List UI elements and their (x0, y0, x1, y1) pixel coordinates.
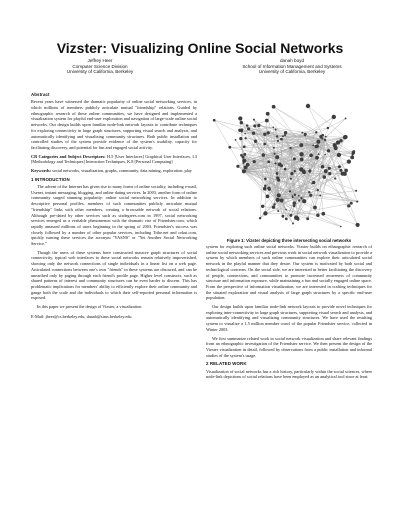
network-node (244, 133, 246, 135)
network-node (301, 132, 303, 134)
left-column (31, 92, 197, 320)
network-node (327, 127, 329, 129)
author-2 (212, 58, 372, 75)
cr-text: H.5 [User Interfaces] Graphical User Interfaces, I.3 [Methodology and Techniques] Interaction Techniques, K.8 [Personal Computing] (31, 153, 198, 165)
network-graph-image (206, 96, 372, 236)
network-node (276, 135, 278, 137)
network-node (306, 104, 310, 108)
network-node (343, 136, 347, 140)
network-node (235, 139, 237, 141)
network-node (285, 218, 288, 221)
keywords (31, 168, 197, 174)
keywords-label: Keywords: (31, 168, 52, 174)
network-node (334, 146, 338, 150)
author-1-inst: University of California, Berkeley (66, 69, 134, 75)
network-node (264, 185, 266, 187)
network-node (277, 179, 280, 182)
network-node (238, 116, 242, 120)
network-node (308, 191, 310, 193)
network-node (315, 131, 317, 133)
network-node (242, 162, 244, 164)
network-node (290, 178, 292, 180)
network-node (285, 209, 287, 211)
network-node (318, 153, 320, 155)
network-node (272, 105, 276, 109)
network-node (261, 205, 264, 208)
network-node (319, 135, 322, 138)
network-node (273, 203, 275, 205)
network-node (316, 140, 320, 144)
network-node (299, 152, 303, 156)
network-node (345, 117, 347, 119)
figure-1-network-graph (206, 96, 372, 236)
network-node (277, 193, 281, 197)
network-node (300, 158, 304, 162)
author-2-dept: School of Information Management and Systems (242, 63, 342, 69)
network-node (321, 212, 325, 216)
network-node (238, 129, 241, 132)
network-node (273, 147, 275, 149)
network-node (344, 169, 348, 173)
network-node (243, 153, 246, 156)
network-node (281, 215, 284, 218)
network-node (299, 143, 303, 147)
network-node (274, 153, 276, 155)
network-node (338, 165, 341, 168)
network-node (284, 131, 287, 134)
network-node (302, 199, 306, 203)
network-node (337, 153, 341, 157)
network-node (272, 126, 274, 128)
related-work-paragraph-1: Visualization of social networks has a rich history, particularly within the social sciences, where node-link depictions of social relations have been employed as an analytical tool since at least (206, 368, 372, 380)
network-node (317, 189, 319, 191)
network-node (347, 204, 350, 207)
network-node (300, 197, 302, 199)
network-node (243, 145, 246, 148)
network-node (332, 115, 336, 119)
network-node (263, 187, 267, 191)
network-node (267, 160, 270, 163)
network-node (275, 155, 279, 159)
network-node (228, 146, 231, 149)
network-node (309, 194, 312, 197)
network-node (309, 153, 313, 157)
network-node (277, 140, 279, 142)
author-1-dept: Computer Science Division (72, 63, 128, 69)
cr-label: CR Categories and Subject Descriptors: (31, 153, 106, 159)
network-node (299, 167, 303, 171)
network-node (290, 172, 293, 175)
network-node (276, 198, 280, 202)
network-node (253, 160, 256, 163)
network-node (242, 169, 246, 173)
network-node (339, 139, 343, 143)
network-node (289, 190, 291, 192)
network-node (323, 175, 327, 179)
network-node (280, 138, 283, 141)
network-node (244, 137, 246, 139)
network-node (324, 154, 326, 156)
network-node (267, 131, 270, 134)
intro-heading: 1 INTRODUCTION (31, 176, 70, 182)
network-node (343, 172, 347, 176)
email-footnote: E-Mail: jheer@cs.berkeley.edu, danah@sims.berkeley.edu (31, 313, 132, 319)
author-block (0, 58, 400, 82)
right-paragraph-2: Our design builds upon familiar node-link network layouts to provide novel techniques for exploring inter-connectivity in large graph structures, supporting visual search and analysis, and automatically identifying and visualizing community structures. We have used the resulting system to visualize a 1.5 million member crawl of the popular Friendster service, collected in Winter 2003. (206, 304, 372, 332)
author-1 (40, 58, 160, 75)
network-node (293, 157, 296, 160)
network-node (244, 160, 246, 162)
network-node (319, 195, 321, 197)
keywords-text: social networks, visualization, graphs, community, data mining, exploration, play (52, 168, 192, 174)
network-node (262, 153, 266, 157)
network-node (275, 129, 277, 131)
network-node (350, 156, 354, 160)
network-node (254, 140, 257, 143)
network-node (294, 216, 298, 220)
network-node (294, 194, 296, 196)
intro-paragraph-3: In this paper we present the design of Vizster, a visualization (37, 304, 142, 310)
network-node (308, 170, 311, 173)
network-node (334, 178, 336, 180)
cr-categories (31, 154, 197, 165)
network-node (328, 167, 331, 170)
network-node (289, 214, 292, 217)
network-node (280, 199, 284, 203)
author-2-inst: University of California, Berkeley (258, 69, 326, 75)
network-node (263, 211, 267, 215)
abstract-heading: Abstract (31, 92, 50, 97)
network-node (312, 144, 314, 146)
network-node (356, 201, 358, 203)
network-node (328, 172, 331, 175)
intro-paragraph-1: The advent of the Internet has given rise to many forms of online sociality, including e-mail, Usenet, instant messaging, blogging, and online dating services. In 2003, another form of online community surged stunning popularity: online social networking services. In addition to descriptive personal profiles, members of such communities publicly articulate mutual "friendship" links with other members, creating a browsable network of social relations. Although pre-dated by other services such as sixdegrees.com in 1997, social networking services emerged as a veritable phenomenon with the dramatic rise of Friendster.com, which rapidly amassed millions of users beginning in the spring of 2003. Friendster's success was closely followed by a number of other popular services, including Tribe.net and orkut.com, quickly earning these services the acronym "YASNS" or "Yet Another Social Networking Service." (31, 184, 197, 247)
network-node (316, 214, 320, 218)
network-node (246, 163, 250, 167)
network-node (264, 177, 267, 180)
network-node (240, 121, 243, 124)
network-node (276, 172, 279, 175)
network-node (284, 168, 287, 171)
abstract-text: Recent years have witnessed the dramatic popularity of online social networking services, in which millions of members publicly articulate mutual "friendship" relations. Guided by ethnographic research of these online communities, we have designed and implemented a visualization system for playful end-user exploration and navigation of large-scale online social networks. Our design builds upon familiar node-link network layouts to contribute techniques for exploring connectivity in large graph structures, supporting visual search and analysis, and automatically identifying and visualizing community structures. Both public installation and controlled studies of the system provide evidence of the system's usability, capacity for facilitating discovery, and potential for fun and engaged social activity. (31, 99, 197, 150)
network-node (339, 169, 342, 172)
author-2-name: danah boyd (279, 58, 304, 63)
network-node (213, 119, 216, 122)
intro-paragraph-2: Though the users of these systems have constructed massive graph structures of social connectivity, typical web interfaces to these social networks remain relatively impoverished, showing only the network connections of single individuals in a linear list on a web page. Articulated connections between one's own "friends" in these systems are obscured, and can be unearthed only by paging through each friend's profile page. Higher level constructs, such as shared patterns of interest and community structures can be even harder to discern. This has problematic implications for members' ability to efficiently explore their online community and gauge both the scale and the individuals to which their self-reported personal information is exposed. (31, 249, 197, 301)
network-node (321, 165, 325, 169)
network-node (313, 206, 317, 210)
network-node (298, 195, 300, 197)
related-work-heading: 2 RELATED WORK (206, 361, 247, 367)
network-node (315, 156, 319, 160)
network-node (293, 204, 296, 207)
network-node (294, 170, 296, 172)
network-node (356, 223, 360, 227)
network-node (347, 159, 351, 163)
network-node (272, 206, 275, 209)
network-node (259, 217, 261, 219)
network-node (315, 144, 318, 147)
network-node (340, 226, 342, 228)
network-node (263, 143, 266, 146)
network-node (263, 133, 266, 136)
network-node (265, 119, 269, 123)
network-node (257, 124, 260, 127)
network-node (252, 132, 255, 135)
network-node (266, 195, 270, 199)
network-node (278, 162, 282, 166)
network-node (298, 199, 300, 201)
network-node (274, 162, 276, 164)
network-node (352, 150, 355, 153)
network-node (282, 135, 284, 137)
network-node (312, 181, 315, 184)
network-node (350, 202, 353, 205)
network-node (355, 190, 357, 192)
figure-1-caption: Figure 1: Vizster depicting three intersecting social networks (226, 238, 352, 243)
network-node (292, 223, 294, 225)
network-node (324, 169, 328, 173)
network-node (289, 147, 291, 149)
network-node (236, 165, 239, 168)
network-node (304, 135, 306, 137)
network-node (247, 127, 250, 130)
right-column (206, 244, 372, 383)
network-node (268, 187, 271, 190)
network-node (253, 119, 255, 121)
right-paragraph-3: We first summarize related work in social network visualization and share relevant findings from an ethnographic investigation of the Friendster service. We then present the design of the Vizster visualization in detail, followed by observations from a public installation and informal studies of the system's usage. (206, 335, 372, 358)
network-node (324, 139, 326, 141)
network-node (276, 176, 278, 178)
network-node (325, 136, 327, 138)
network-node (306, 217, 309, 220)
paper-title: Vizster: Visualizing Online Social Networks (56, 40, 344, 56)
network-node (277, 210, 279, 212)
network-node (293, 201, 296, 204)
network-node (246, 124, 248, 126)
network-node (292, 195, 294, 197)
network-node (239, 137, 242, 140)
network-node (253, 124, 256, 127)
right-paragraph-1: system for exploring such online social networks. Vizster builds on ethnographic research of online social networking services and previous work in social network visualization to provide a system by which members of such online communities can explore their articulated social network in the playful manner that they desire. Our system is motivated by both social and technological concerns. On the social side, we are interested in better facilitating the discovery of people, connections, and communities to promote increased awareness of community structure and information exposure, while maintaining a fun and socially engaged online space. From the perspective of information visualization, we are interested in crafting techniques for the situated exploration and visual analysis of large graph structures by a specific end-user population. (206, 244, 372, 301)
network-node (266, 112, 270, 116)
network-node (242, 156, 245, 159)
network-node (327, 149, 330, 152)
author-1-name: Jeffrey Heer (87, 58, 113, 63)
